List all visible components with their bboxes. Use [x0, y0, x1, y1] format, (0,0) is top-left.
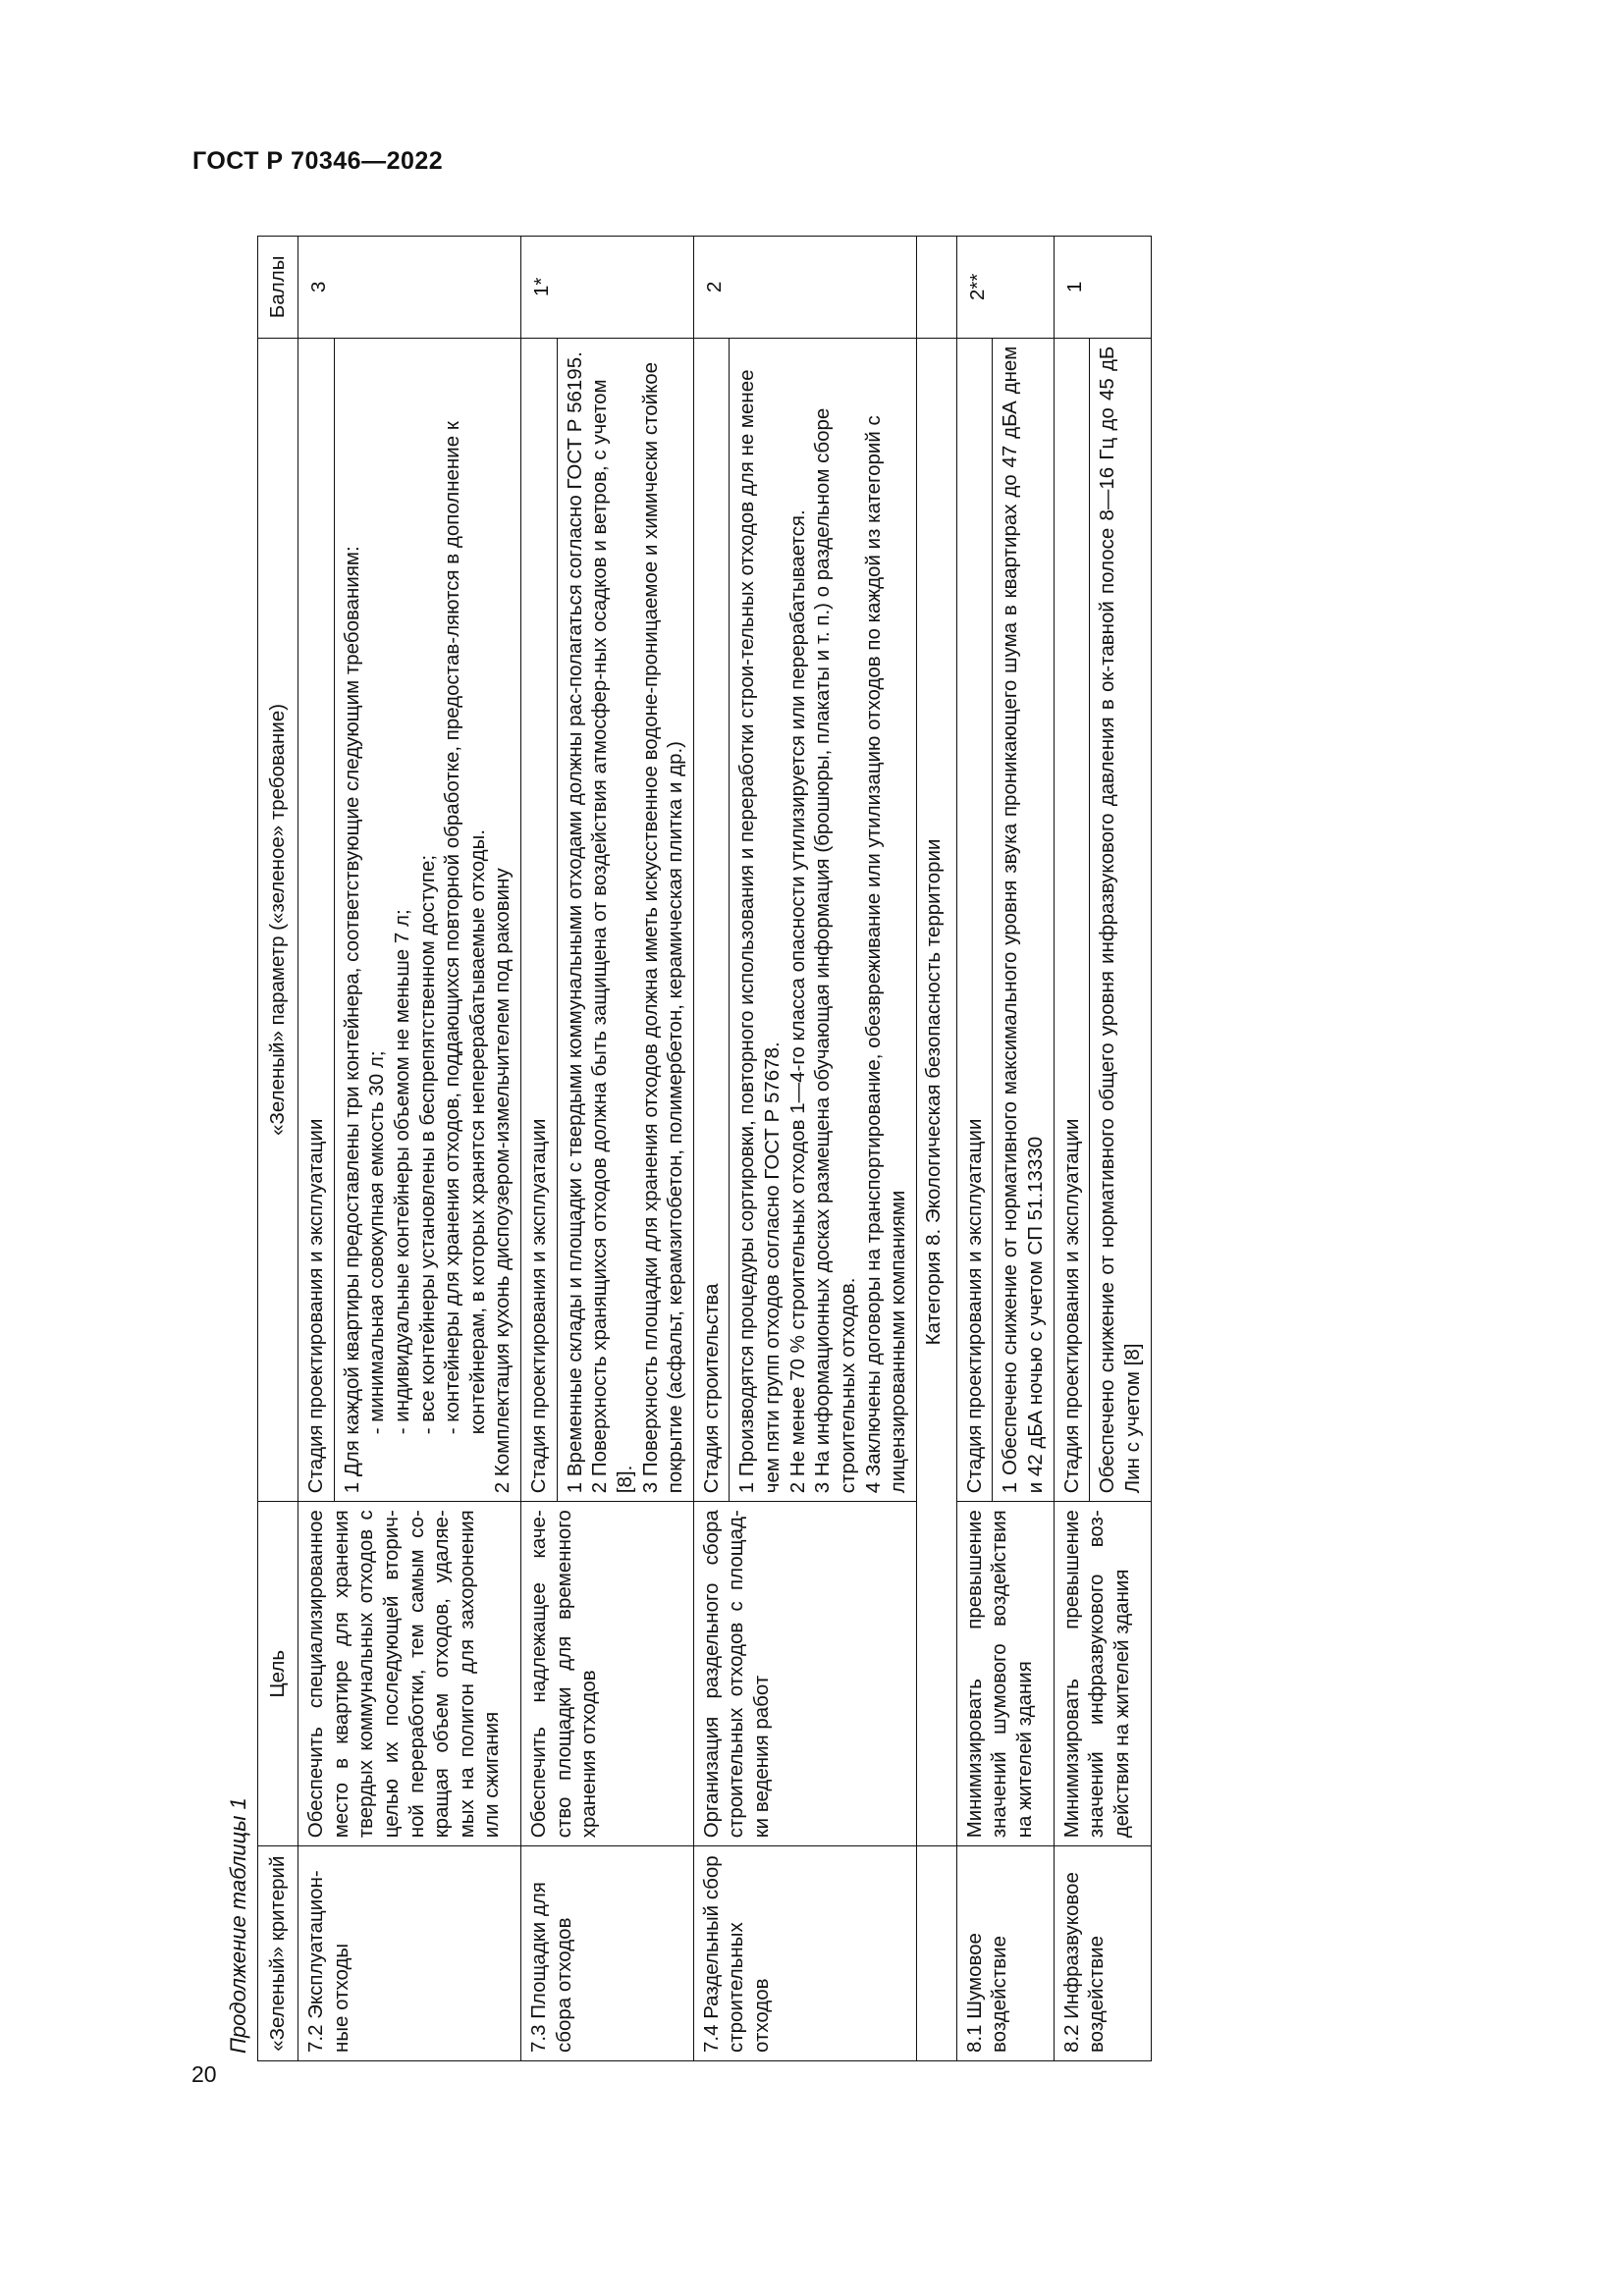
requirements-cell [557, 338, 693, 1502]
page-number: 20 [191, 2061, 217, 2087]
table-header-row [258, 237, 298, 2061]
score-cell: 1* [521, 237, 694, 339]
table-row [298, 237, 335, 2061]
goal-cell: Минимизировать превышение значений инфразвукового воз-действия на жителей здания [1054, 1502, 1151, 1846]
requirement-item: 1 Производятся процедуры сортировки, повторного использования и переработки строи-тельных отходов для не менее чем пяти групп отходов согласно ГОСТ Р 57678. [735, 369, 784, 1494]
requirement-item: 2 Поверхность хранящихся отходов должна быть защищена от воздействия атмосфер-ных осадков и ветров, с учетом [8]. [588, 379, 636, 1494]
requirement-item: - индивидуальные контейнеры объемом не меньше 7 л; [390, 909, 413, 1435]
table-row [1054, 237, 1090, 2061]
requirement-item: 2 Не менее 70 % строительных отходов 1—4-го класса опасности утилизируется или перерабатывается. [785, 509, 809, 1494]
goal-cell: Обеспечить специализированное место в квартире для хранения твердых коммунальных отходов с целью их последующей вторич-ной переработки, тем самым со-кращая объем отходов, удаляе-мых на полигон для захоронения или сжигания [298, 1502, 521, 1846]
table-row [693, 237, 730, 2061]
criterion-cell: 7.2 Эксплуатацион-ные отходы [298, 1846, 521, 2061]
score-cell: 1 [1054, 237, 1151, 339]
document-title: ГОСТ Р 70346—2022 [192, 147, 444, 175]
goal-cell: Обеспечить надлежащее каче-ство площадки для временного хранения отходов [521, 1502, 694, 1846]
requirements-cell [730, 338, 916, 1502]
empty-cell [916, 1846, 956, 2061]
category-heading: Категория 8. Экологическая безопасность территории [916, 338, 956, 1846]
column-header-parameter: «Зеленый» параметр («зеленое» требование) [258, 338, 298, 1502]
table-caption: Продолжение таблицы 1 [226, 1797, 250, 2054]
requirement-item: - минимальная совокупная емкость 30 л; [365, 1050, 389, 1435]
requirement-item: 1 Для каждой квартиры предоставлены три контейнера, соответствующие следующим требованиям: [340, 546, 363, 1494]
requirements-cell: Обеспечено снижение от нормативного общего уровня инфразвукового давления в ок-тавной полосе 8—16 Гц до 45 дБ Лин с учетом [8] [1090, 338, 1151, 1502]
requirement-item: - все контейнеры установлены в беспрепятственном доступе; [415, 854, 439, 1435]
requirement-item: - контейнеры для хранения отходов, поддающихся повторной обработке, предостав-ляются в дополнение к контейнерам, в которых хранятся неперерабатываемые отходы. [441, 421, 489, 1435]
requirements-cell [334, 338, 520, 1502]
criterion-cell: 7.3 Площадки для сбора отходов [521, 1846, 694, 2061]
score-cell: 2** [956, 237, 1054, 339]
requirement-item: 3 Поверхность площадки для хранения отходов должна иметь искусственное водоне-проницаемое и химически стойкое покрытие (асфальт, керамзитобетон, полимербетон, керамическая плитка и др.) [638, 361, 687, 1494]
score-cell: 2 [693, 237, 916, 339]
stage-cell: Стадия строительства [693, 338, 730, 1502]
stage-cell: Стадия проектирования и эксплуатации [1054, 338, 1090, 1502]
goal-cell: Организация раздельного сбора строительных отходов с площад-ки ведения работ [693, 1502, 916, 1846]
requirement-item: 2 Комплектация кухонь диспоузером-измельчителем под раковину [491, 868, 514, 1494]
score-cell: 3 [298, 237, 521, 339]
category-row [916, 237, 956, 2061]
requirement-item: 4 Заключены договоры на транспортирование, обезвреживание или утилизацию отходов по каждой из категорий с лицензированными компаниями [861, 415, 910, 1494]
requirements-cell: 1 Обеспечено снижение от нормативного максимального уровня звука проникающего шума в квартирах до 47 дБА днем и 42 дБА ночью с учетом СП 51.13330 [993, 338, 1054, 1502]
empty-cell [916, 237, 956, 339]
stage-cell: Стадия проектирования и эксплуатации [298, 338, 335, 1502]
criterion-cell: 8.2 Инфразвуковое воздействие [1054, 1846, 1151, 2061]
criterion-cell: 8.1 Шумовое воздействие [956, 1846, 1054, 2061]
criterion-cell: 7.4 Раздельный сбор строительных отходов [693, 1846, 916, 2061]
goal-cell: Минимизировать превышение значений шумового воздействия на жителей здания [956, 1502, 1054, 1846]
table-row [521, 237, 558, 2061]
table-row [956, 237, 993, 2061]
requirement-item: 1 Временные склады и площадки с твердыми коммунальными отходами должны рас-полагаться согласно ГОСТ Р 56195. [563, 351, 586, 1494]
column-header-criterion: «Зеленый» критерий [258, 1846, 298, 2061]
rotated-table-page [226, 236, 1473, 2061]
stage-cell: Стадия проектирования и эксплуатации [521, 338, 558, 1502]
requirements-table [257, 236, 1152, 2061]
column-header-goal: Цель [258, 1502, 298, 1846]
requirement-item: 3 На информационных досках размещена обучающая информация (брошюры, плакаты и т. п.) о раздельном сборе строительных отходов. [811, 407, 859, 1494]
column-header-score: Баллы [258, 237, 298, 339]
stage-cell: Стадия проектирования и эксплуатации [956, 338, 993, 1502]
